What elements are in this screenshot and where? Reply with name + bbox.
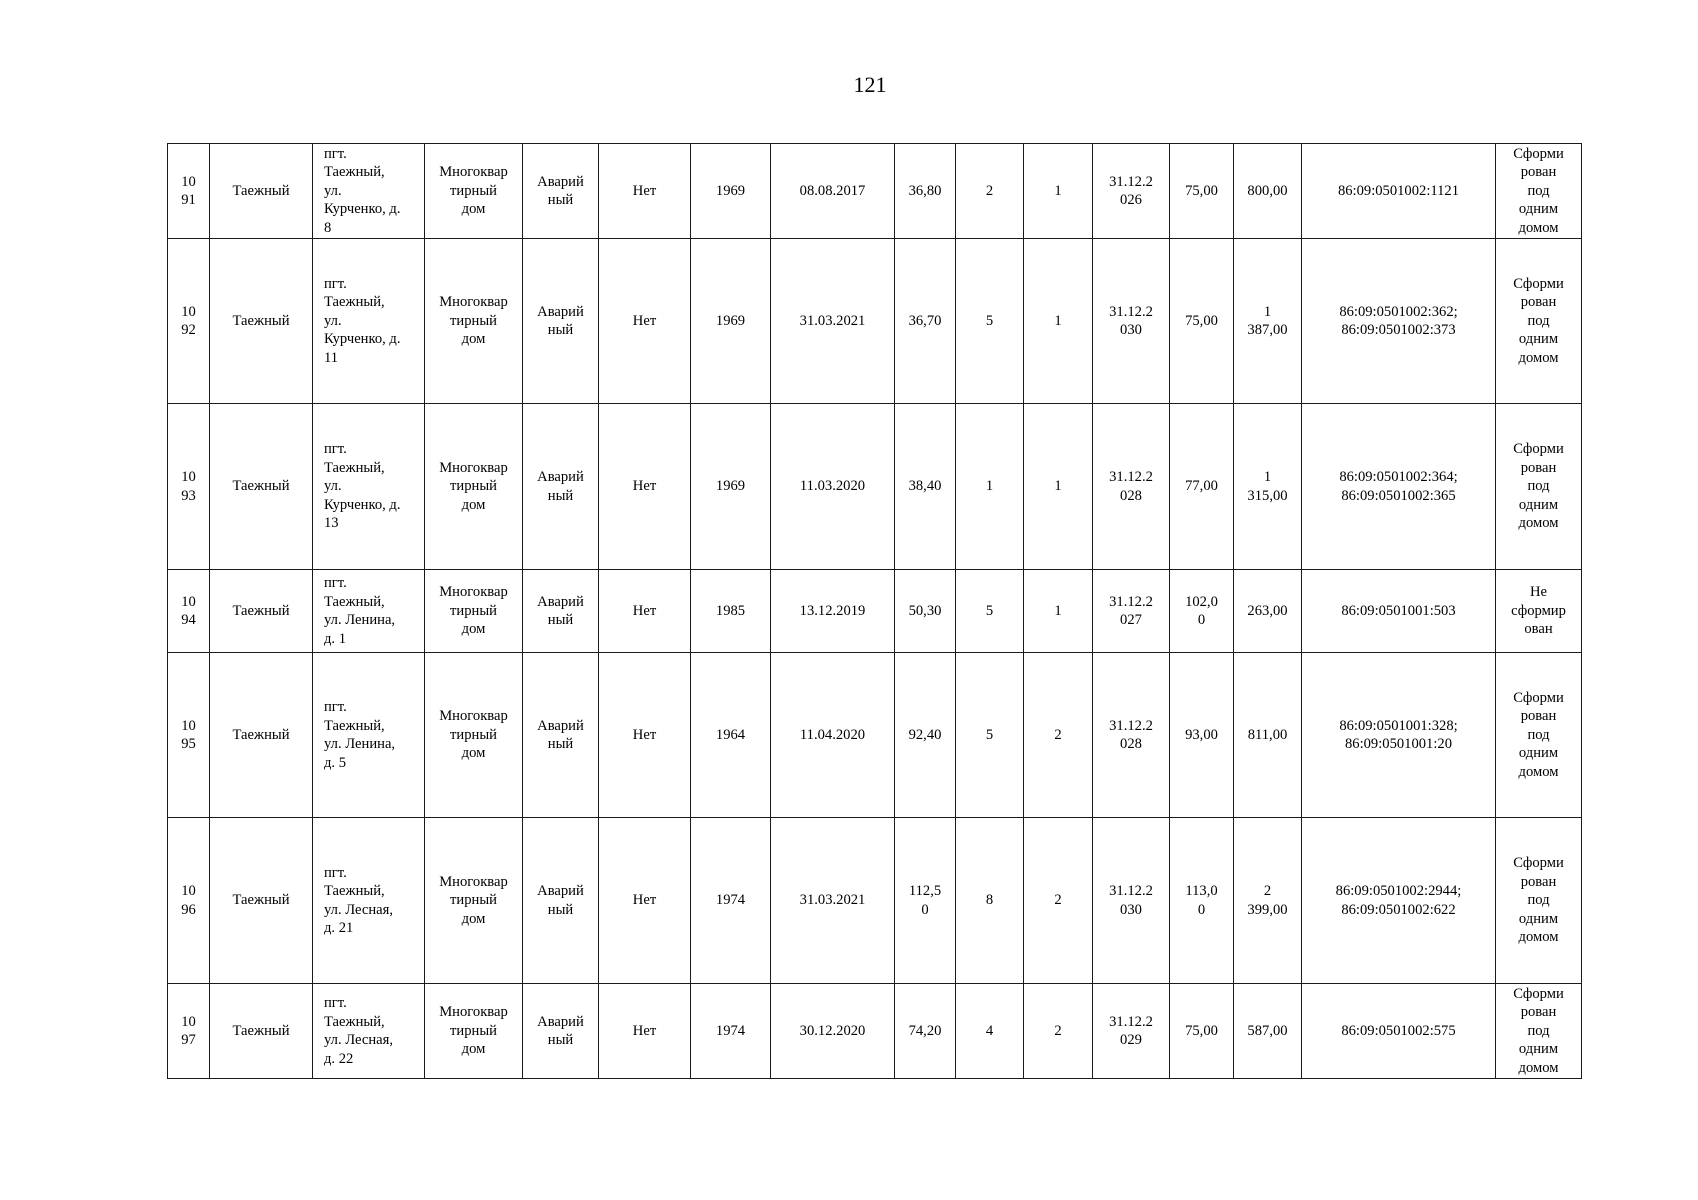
housing-registry-table [167,143,1582,1079]
condition-status-cell-line: Аварий [537,883,584,899]
house-type-cell-line: тирный [450,312,497,329]
deadline-cell-line: 028 [1120,487,1142,504]
house-type-cell-line: дом [461,621,486,638]
table-row [168,653,1582,818]
area2-cell-line: 102,0 [1185,593,1218,610]
cadastral-number-cell [1302,653,1496,818]
address-cell [313,570,425,653]
count-b-cell: 2 [1024,653,1093,818]
settlement-cell: Таежный [210,653,313,818]
deadline-cell [1093,144,1170,239]
count-b-cell: 1 [1024,239,1093,404]
deadline-cell-line: 31.12.2 [1109,717,1153,734]
condition-status-cell-line: ный [547,322,574,338]
recognition-date-cell: 08.08.2017 [771,144,895,239]
land-status-cell-line: домом [1518,929,1559,946]
land-status-cell [1496,818,1582,984]
deadline-cell-line: 31.12.2 [1109,469,1153,485]
land-status-cell-line: одним [1518,496,1559,513]
land-status-cell-line: рован [1520,459,1557,476]
house-type-cell-line: Многоквар [439,708,508,725]
area-cell [895,404,956,570]
condition-status-cell-line: ный [547,487,574,504]
settlement-cell: Таежный [210,570,313,653]
settlement-cell: Таежный [210,239,313,404]
area2-cell-line: 113,0 [1185,883,1218,899]
land-status-cell [1496,570,1582,653]
house-type-cell-line: Многоквар [439,1004,508,1021]
count-b-cell: 1 [1024,144,1093,239]
cadastral-number-cell-line: 86:09:0501002:362; [1339,303,1458,320]
house-type-cell-line: дом [461,745,486,762]
condition-status-cell [523,570,599,653]
recognition-date-cell: 31.03.2021 [771,239,895,404]
table-row [168,239,1582,404]
house-type-cell-line: Многоквар [439,164,508,181]
house-type-cell-line: Многоквар [439,459,508,476]
address-cell-line: пгт. [324,864,347,881]
house-type-cell-line: тирный [450,892,497,909]
flag-cell: Нет [599,144,691,239]
house-type-cell-line: дом [461,1041,486,1058]
area2-cell-line: 93,00 [1185,726,1218,743]
address-cell-line: 8 [324,219,332,236]
area2-cell-line: 0 [1197,901,1206,918]
deadline-cell-line: 030 [1120,901,1142,918]
cadastral-number-cell-line: 86:09:0501001:503 [1341,602,1456,619]
land-status-cell-line: одним [1518,1041,1559,1058]
area-cell-line: 50,30 [908,602,942,619]
year-built-cell: 1985 [691,570,771,653]
area-cell [895,818,956,984]
house-type-cell [425,984,523,1079]
cadastral-number-cell-line: 86:09:0501002:575 [1341,1022,1456,1039]
settlement-cell: Таежный [210,984,313,1079]
address-cell-line: ул. [324,312,342,329]
land-status-cell-line: одним [1518,910,1559,927]
count-b-cell: 2 [1024,984,1093,1079]
land-status-cell [1496,239,1582,404]
area2-cell-line: 75,00 [1185,182,1218,199]
land-status-cell-line: под [1527,182,1550,199]
address-cell-line: пгт. [324,441,347,458]
deadline-cell-line: 31.12.2 [1109,303,1153,320]
address-cell-line: ул. Лесная, [324,1032,393,1048]
house-type-cell [425,818,523,984]
year-built-cell: 1969 [691,404,771,570]
row-number-cell-line: 10 [181,469,196,485]
cadastral-number-cell [1302,144,1496,239]
address-cell [313,404,425,570]
house-type-cell-line: тирный [450,182,497,199]
area-cell [895,653,956,818]
house-type-cell [425,653,523,818]
deadline-cell [1093,570,1170,653]
land-status-cell [1496,404,1582,570]
land-status-cell-line: домом [1518,349,1559,366]
cadastral-number-cell-line: 86:09:0501002:2944; [1335,883,1462,899]
row-number-cell-line: 97 [181,1032,196,1048]
cadastral-number-cell [1302,404,1496,570]
address-cell-line: ул. [324,182,342,199]
area-cell-line: 0 [921,901,929,918]
row-number-cell-line: 10 [181,883,196,899]
row-number-cell-line: 92 [181,322,196,338]
land-status-cell-line: под [1527,1022,1550,1039]
row-number-cell-line: 91 [181,192,196,208]
amount-cell [1234,653,1302,818]
count-a-cell: 4 [956,984,1024,1079]
table-body [168,144,1582,1079]
address-cell-line: Таежный, [324,294,385,311]
house-type-cell-line: дом [461,910,486,927]
table-row [168,818,1582,984]
deadline-cell-line: 027 [1120,612,1142,628]
amount-cell [1234,570,1302,653]
deadline-cell-line: 026 [1120,192,1142,208]
house-type-cell-line: дом [461,201,486,218]
land-status-cell-line: одним [1518,331,1559,348]
condition-status-cell-line: Аварий [537,173,584,190]
row-number-cell-line: 94 [181,612,196,628]
address-cell [313,818,425,984]
amount-cell-line: 811,00 [1247,726,1288,743]
house-type-cell [425,144,523,239]
land-status-cell-line: домом [1518,515,1559,532]
address-cell-line: пгт. [324,275,347,292]
condition-status-cell [523,404,599,570]
land-status-cell [1496,653,1582,818]
year-built-cell: 1974 [691,818,771,984]
address-cell [313,239,425,404]
house-type-cell-line: тирный [450,478,497,495]
address-cell-line: ул. Ленина, [324,736,396,752]
house-type-cell-line: тирный [450,602,497,619]
condition-status-cell-line: ный [547,612,574,628]
address-cell [313,653,425,818]
deadline-cell-line: 31.12.2 [1109,173,1153,190]
flag-cell: Нет [599,404,691,570]
year-built-cell: 1964 [691,653,771,818]
area-cell [895,239,956,404]
deadline-cell-line: 030 [1120,322,1142,338]
house-type-cell-line: дом [461,331,486,348]
year-built-cell: 1969 [691,239,771,404]
count-a-cell: 5 [956,570,1024,653]
amount-cell-line: 800,00 [1247,182,1288,199]
address-cell-line: пгт. [324,699,347,715]
land-status-cell-line: рован [1520,1004,1557,1021]
area2-cell [1170,404,1234,570]
address-cell-line: пгт. [324,145,347,162]
flag-cell: Нет [599,239,691,404]
house-type-cell-line: Многоквар [439,294,508,311]
cadastral-number-cell [1302,984,1496,1079]
amount-cell-line: 587,00 [1247,1022,1288,1039]
flag-cell: Нет [599,653,691,818]
row-number-cell-line: 10 [181,593,196,610]
deadline-cell [1093,404,1170,570]
count-a-cell: 5 [956,653,1024,818]
row-number-cell [168,239,210,404]
amount-cell-line: 315,00 [1247,487,1288,504]
land-status-cell-line: домом [1518,1059,1559,1076]
deadline-cell-line: 31.12.2 [1109,883,1153,899]
flag-cell: Нет [599,570,691,653]
area-cell-line: 112,5 [908,883,942,899]
condition-status-cell-line: Аварий [537,717,584,734]
row-number-cell-line: 96 [181,901,196,918]
address-cell-line: ул. [324,478,342,495]
amount-cell [1234,239,1302,404]
cadastral-number-cell [1302,570,1496,653]
recognition-date-cell: 31.03.2021 [771,818,895,984]
deadline-cell-line: 31.12.2 [1109,1013,1153,1030]
cadastral-number-cell-line: 86:09:0501002:373 [1341,322,1456,338]
count-a-cell: 5 [956,239,1024,404]
house-type-cell [425,239,523,404]
row-number-cell [168,984,210,1079]
area2-cell [1170,570,1234,653]
condition-status-cell-line: Аварий [537,469,584,485]
row-number-cell-line: 10 [181,1013,196,1030]
land-status-cell-line: под [1527,726,1550,743]
area2-cell [1170,984,1234,1079]
address-cell-line: пгт. [324,995,347,1011]
count-a-cell: 1 [956,404,1024,570]
address-cell-line: Таежный, [324,459,385,476]
count-b-cell: 1 [1024,404,1093,570]
deadline-cell-line: 028 [1120,736,1142,752]
row-number-cell-line: 10 [181,717,196,734]
deadline-cell [1093,653,1170,818]
recognition-date-cell: 30.12.2020 [771,984,895,1079]
cadastral-number-cell-line: 86:09:0501002:1121 [1337,182,1460,199]
address-cell [313,144,425,239]
address-cell-line: Таежный, [324,164,385,181]
area-cell-line: 74,20 [908,1022,942,1039]
row-number-cell [168,404,210,570]
row-number-cell [168,653,210,818]
condition-status-cell [523,239,599,404]
count-b-cell: 1 [1024,570,1093,653]
table-row [168,144,1582,239]
amount-cell [1234,404,1302,570]
area2-cell [1170,818,1234,984]
cadastral-number-cell-line: 86:09:0501001:328; [1339,717,1458,734]
table-row [168,984,1582,1079]
count-b-cell: 2 [1024,818,1093,984]
land-status-cell-line: одним [1518,745,1559,762]
amount-cell-line: 263,00 [1247,602,1288,619]
address-cell [313,984,425,1079]
address-cell-line: Курченко, д. [324,331,401,348]
land-status-cell [1496,144,1582,239]
address-cell-line: Таежный, [324,1013,385,1030]
deadline-cell [1093,818,1170,984]
condition-status-cell-line: ный [547,192,574,208]
house-type-cell-line: дом [461,496,486,513]
row-number-cell [168,818,210,984]
house-type-cell [425,570,523,653]
land-status-cell-line: под [1527,478,1550,495]
land-status-cell-line: одним [1518,201,1559,218]
recognition-date-cell: 13.12.2019 [771,570,895,653]
land-status-cell-line: под [1527,312,1550,329]
address-cell-line: пгт. [324,575,347,591]
area2-cell-line: 75,00 [1185,1022,1218,1039]
area-cell-line: 38,40 [908,478,942,495]
house-type-cell-line: Многоквар [439,873,508,890]
row-number-cell-line: 93 [181,487,196,504]
address-cell-line: 13 [324,515,339,532]
year-built-cell: 1974 [691,984,771,1079]
address-cell-line: 11 [324,349,339,366]
area2-cell-line: 77,00 [1185,478,1218,495]
land-status-cell-line: Сформи [1513,689,1564,706]
address-cell-line: Таежный, [324,883,385,899]
amount-cell [1234,144,1302,239]
area2-cell [1170,144,1234,239]
area-cell-line: 36,80 [908,182,942,199]
row-number-cell-line: 10 [181,173,196,190]
land-status-cell [1496,984,1582,1079]
condition-status-cell [523,984,599,1079]
area-cell [895,570,956,653]
address-cell-line: Таежный, [324,717,385,734]
cadastral-number-cell-line: 86:09:0501002:365 [1341,487,1456,504]
land-status-cell-line: рован [1520,294,1557,311]
amount-cell-line: 387,00 [1247,322,1288,338]
address-cell-line: ул. Ленина, [324,612,396,628]
deadline-cell [1093,239,1170,404]
area2-cell [1170,239,1234,404]
amount-cell-line: 1 [1263,303,1272,320]
deadline-cell-line: 029 [1120,1032,1142,1048]
land-status-cell-line: домом [1518,219,1559,236]
address-cell-line: д. 21 [324,920,354,936]
area2-cell-line: 0 [1197,612,1206,628]
address-cell-line: д. 1 [324,630,347,647]
address-cell-line: Таежный, [324,593,385,610]
cadastral-number-cell-line: 86:09:0501002:622 [1341,901,1456,918]
area-cell [895,144,956,239]
cadastral-number-cell [1302,239,1496,404]
land-status-cell-line: под [1527,892,1550,909]
condition-status-cell [523,144,599,239]
land-status-cell-line: сформир [1511,602,1566,619]
address-cell-line: Курченко, д. [324,201,401,218]
row-number-cell [168,144,210,239]
condition-status-cell-line: Аварий [537,303,584,320]
land-status-cell-line: ован [1524,621,1553,638]
table-row [168,404,1582,570]
address-cell-line: Курченко, д. [324,496,401,513]
cadastral-number-cell [1302,818,1496,984]
cadastral-number-cell-line: 86:09:0501001:20 [1344,736,1453,752]
land-status-cell-line: Сформи [1513,441,1564,458]
condition-status-cell-line: ный [547,901,574,918]
area2-cell-line: 75,00 [1185,312,1218,329]
address-cell-line: ул. Лесная, [324,901,393,918]
deadline-cell-line: 31.12.2 [1109,593,1153,610]
amount-cell-line: 399,00 [1247,901,1288,918]
land-status-cell-line: рован [1520,708,1557,725]
flag-cell: Нет [599,818,691,984]
recognition-date-cell: 11.04.2020 [771,653,895,818]
recognition-date-cell: 11.03.2020 [771,404,895,570]
land-status-cell-line: Сформи [1513,275,1564,292]
flag-cell: Нет [599,984,691,1079]
land-status-cell-line: Сформи [1513,145,1564,162]
settlement-cell: Таежный [210,818,313,984]
house-type-cell-line: Многоквар [439,584,508,601]
area-cell-line: 92,40 [908,726,942,743]
area2-cell [1170,653,1234,818]
condition-status-cell [523,818,599,984]
house-type-cell-line: тирный [450,726,497,743]
condition-status-cell-line: Аварий [537,593,584,610]
condition-status-cell-line: Аварий [537,1013,584,1030]
count-a-cell: 2 [956,144,1024,239]
land-status-cell-line: Сформи [1513,985,1564,1002]
address-cell-line: д. 22 [324,1050,354,1067]
count-a-cell: 8 [956,818,1024,984]
address-cell-line: д. 5 [324,754,347,771]
year-built-cell: 1969 [691,144,771,239]
deadline-cell [1093,984,1170,1079]
table-row [168,570,1582,653]
land-status-cell-line: Не [1529,584,1548,601]
amount-cell [1234,818,1302,984]
land-status-cell-line: рован [1520,164,1557,181]
condition-status-cell-line: ный [547,736,574,752]
amount-cell-line: 2 [1263,883,1272,899]
cadastral-number-cell-line: 86:09:0501002:364; [1339,469,1458,485]
page-number: 121 [853,72,887,97]
settlement-cell: Таежный [210,144,313,239]
area-cell [895,984,956,1079]
land-status-cell-line: домом [1518,763,1559,780]
condition-status-cell-line: ный [547,1032,574,1048]
area-cell-line: 36,70 [908,312,942,329]
house-type-cell [425,404,523,570]
condition-status-cell [523,653,599,818]
row-number-cell-line: 10 [181,303,196,320]
row-number-cell-line: 95 [181,736,196,752]
land-status-cell-line: рован [1520,873,1557,890]
house-type-cell-line: тирный [450,1022,497,1039]
settlement-cell: Таежный [210,404,313,570]
land-status-cell-line: Сформи [1513,855,1564,872]
row-number-cell [168,570,210,653]
amount-cell [1234,984,1302,1079]
amount-cell-line: 1 [1263,469,1272,485]
